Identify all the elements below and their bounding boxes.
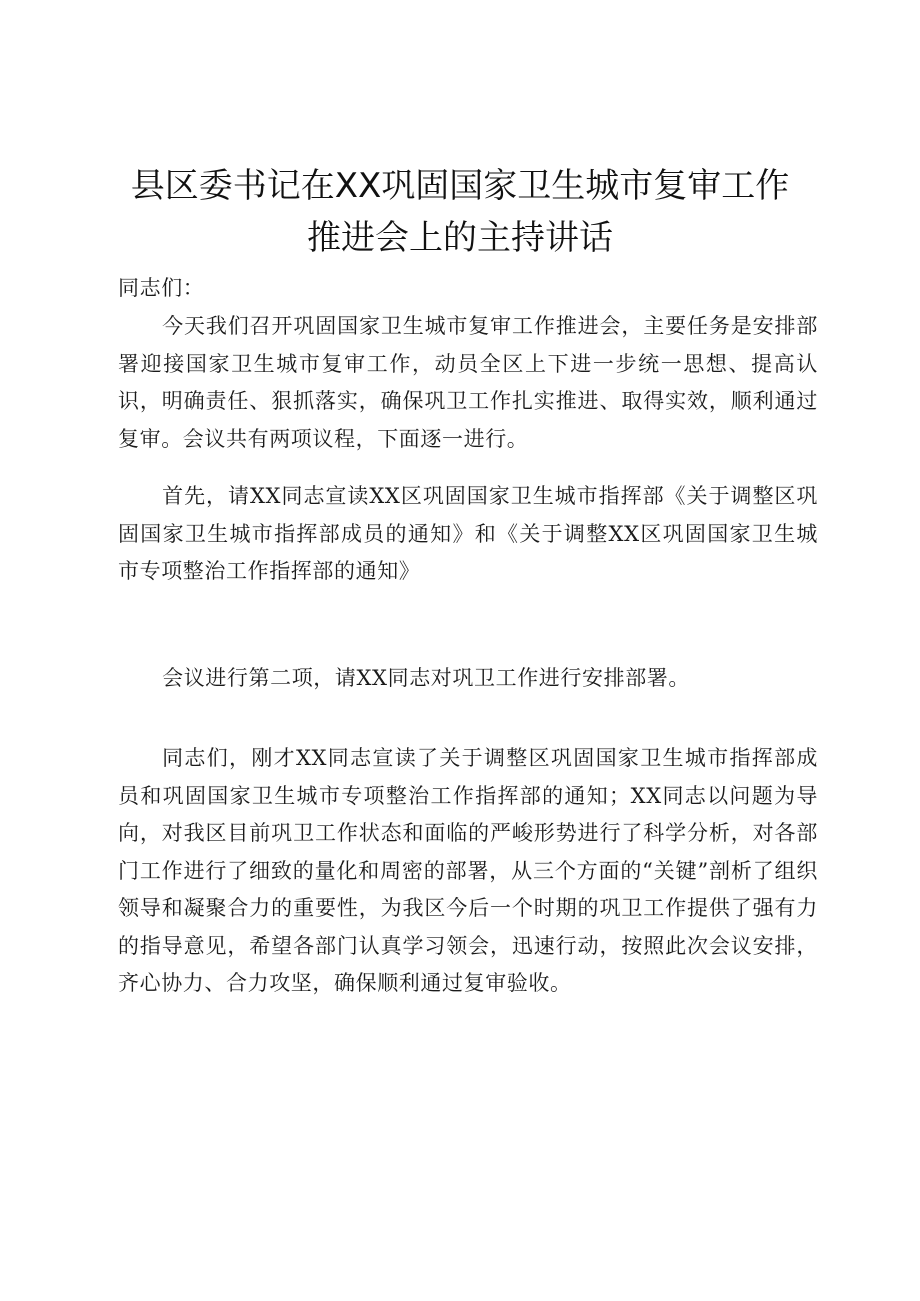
document-title bbox=[0, 160, 920, 264]
title-line-2: 推进会上的主持讲话 bbox=[307, 218, 613, 258]
paragraph-closing: 同志们，刚才XX同志宣读了关于调整区巩固国家卫生城市指挥部成员和巩固国家卫生城市专项整治工作指挥部的通知；XX同志以问题为导向，对我区目前巩卫工作状态和面临的严峻形势进行了科学分析，对各部门工作进行了细致的量化和周密的部署，从三个方面的“关键”剖析了组织领导和凝聚合力的重要性，为我区今后一个时期的巩卫工作提供了强有力的指导意见，希望各部门认真学习领会，迅速行动，按照此次会议安排，齐心协力、合力攻坚，确保顺利通过复审验收。 bbox=[118, 746, 818, 995]
title-line-1: 县区委书记在XX巩固国家卫生城市复审工作 bbox=[130, 166, 790, 206]
paragraph-opening: 今天我们召开巩固国家卫生城市复审工作推进会，主要任务是安排部署迎接国家卫生城市复审工作，动员全区上下进一步统一思想、提高认识，明确责任、狠抓落实，确保巩卫工作扎实推进、取得实效，顺利通过复审。会议共有两项议程，下面逐一进行。 bbox=[118, 314, 818, 451]
greeting: 同志们： bbox=[118, 276, 205, 300]
paragraph-agenda-two: 会议进行第二项，请XX同志对巩卫工作进行安排部署。 bbox=[162, 666, 690, 690]
paragraph-agenda-one: 首先，请XX同志宣读XX区巩固国家卫生城市指挥部《关于调整区巩固国家卫生城市指挥部成员的通知》和《关于调整XX区巩固国家卫生城市专项整治工作指挥部的通知》 bbox=[118, 484, 818, 583]
